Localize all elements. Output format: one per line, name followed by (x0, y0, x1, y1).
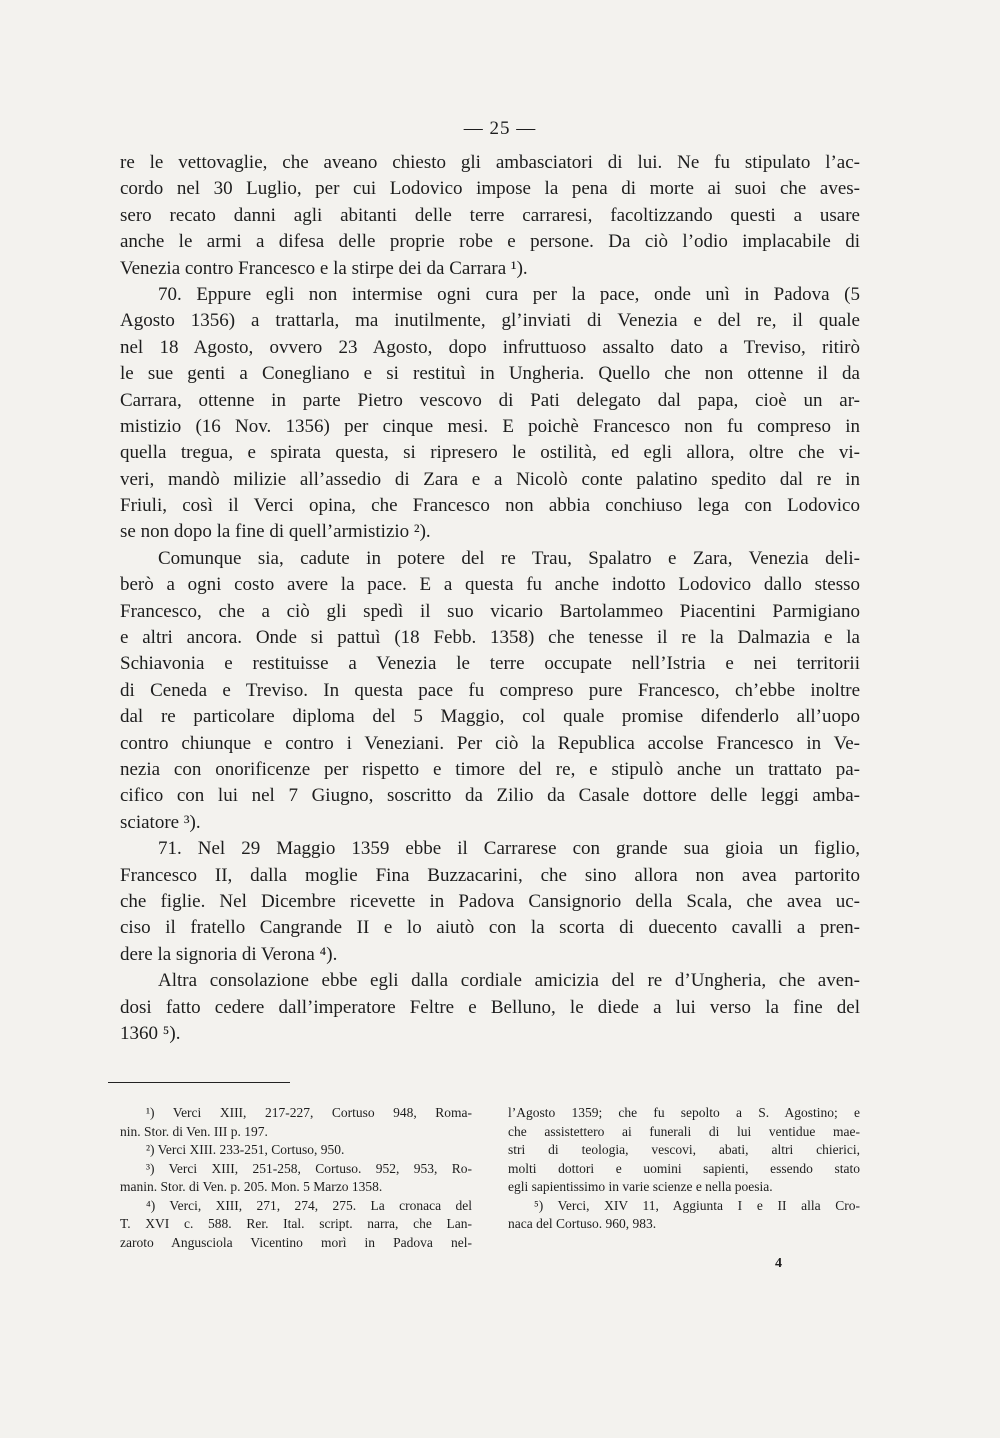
text-line: veri, mandò milizie all’assedio di Zara e a Nicolò conte palatino spedito dal re in (120, 468, 860, 490)
footnote-line: che assistettero ai funerali di lui ventidue mae- (508, 1123, 860, 1139)
footnote-divider (108, 1082, 290, 1083)
text-line: quella tregua, e spirata questa, si ripresero le ostilità, ed egli allora, oltre che vi- (120, 442, 860, 464)
footnote-line: nin. Stor. di Ven. III p. 197. (120, 1123, 268, 1139)
text-line: Venezia contro Francesco e la stirpe dei da Carrara ¹). (120, 257, 528, 279)
footnote-line: ⁵) Verci, XIV 11, Aggiunta I e II alla Cro- (534, 1197, 860, 1213)
signature-mark: 4 (775, 1256, 782, 1271)
text-line: anche le armi a difesa delle proprie robe e persone. Da ciò l’odio implacabile di (120, 231, 860, 253)
footnote-line: manin. Stor. di Ven. p. 205. Mon. 5 Marzo 1358. (120, 1179, 383, 1194)
text-line: ciso il fratello Cangrande II e lo aiutò con la scorta di duecento cavalli a pren- (120, 917, 860, 939)
main-text (120, 150, 860, 1047)
text-line: 1360 ⁵). (120, 1022, 181, 1044)
text-line: Francesco, che a ciò gli spedì il suo vicario Bartolammeo Piacentini Parmigiano (120, 600, 860, 622)
text-line: che figlie. Nel Dicembre ricevette in Padova Cansignorio della Scala, che avea uc- (120, 890, 860, 912)
text-line: e altri ancora. Onde si pattuì (18 Febb. 1358) che tenesse il re la Dalmazia e la (120, 627, 860, 649)
footnote-line: zaroto Angusciola Vicentino morì in Padova nel- (120, 1234, 472, 1250)
footnote-line: molti dottori e uomini sapienti, essendo stato (508, 1160, 860, 1176)
text-line: Carrara, ottenne in parte Pietro vescovo di Pati delegato dal papa, cioè un ar- (120, 389, 860, 411)
text-line: nel 18 Agosto, ovvero 23 Agosto, dopo infruttuoso assalto dato a Treviso, ritirò (120, 336, 860, 358)
text-line: Friuli, così il Verci opina, che Francesco non abbia conchiuso lega con Lodovico (120, 495, 860, 517)
text-line: sero recato danni agli abitanti delle terre carraresi, facoltizzando questi a usare (120, 204, 860, 226)
text-line: cifico con lui nel 7 Giugno, soscritto da Zilio da Casale dottore delle leggi amba- (120, 785, 860, 807)
page-number: — 25 — (463, 118, 537, 139)
text-line: nezia con onorificenze per rispetto e timore del re, e stipulò anche un trattato pa- (120, 758, 860, 780)
footnote-line: ³) Verci XIII, 251-258, Cortuso. 952, 953, Ro- (146, 1160, 472, 1176)
text-line: mistizio (16 Nov. 1356) per cinque mesi. E poichè Francesco non fu compreso in (120, 415, 860, 437)
footnote-line: ⁴) Verci, XIII, 271, 274, 275. La cronaca del (146, 1197, 472, 1213)
footnote-line: stri di teologia, vescovi, abati, altri chierici, (508, 1142, 860, 1157)
text-line: berò a ogni costo avere la pace. E a questa fu anche indotto Lodovico dallo stesso (120, 574, 860, 596)
text-line: contro chiunque e contro i Veneziani. Per ciò la Republica accolse Francesco in Ve- (120, 732, 860, 754)
footnote-line: naca del Cortuso. 960, 983. (508, 1216, 657, 1231)
text-line: di Ceneda e Treviso. In questa pace fu compreso pure Francesco, ch’ebbe inoltre (120, 679, 860, 701)
text-line: dal re particolare diploma del 5 Maggio, col quale promise difenderlo all’uopo (120, 706, 860, 728)
footnote-line: T. XVI c. 588. Rer. Ital. script. narra, che Lan- (120, 1216, 472, 1231)
text-line: se non dopo la fine di quell’armistizio ²). (120, 521, 431, 543)
text-line: Comunque sia, cadute in potere del re Trau, Spalatro e Zara, Venezia deli- (158, 547, 860, 569)
footnotes-left-column (120, 1104, 472, 1252)
text-line: Altra consolazione ebbe egli dalla cordiale amicizia del re d’Ungheria, che aven- (158, 970, 860, 992)
text-line: 71. Nel 29 Maggio 1359 ebbe il Carrarese con grande sua gioia un figlio, (158, 838, 860, 860)
text-line: le sue genti a Conegliano e si restituì in Ungheria. Quello che non ottenne il da (120, 363, 860, 385)
text-line: 70. Eppure egli non intermise ogni cura per la pace, onde unì in Padova (5 (158, 283, 860, 305)
footnote-line: ¹) Verci XIII, 217-227, Cortuso 948, Roma- (146, 1105, 472, 1120)
text-line: Francesco II, dalla moglie Fina Buzzacarini, che sino allora non avea partorito (120, 864, 860, 886)
text-line: cordo nel 30 Luglio, per cui Lodovico impose la pena di morte ai suoi che aves- (120, 178, 860, 200)
text-line: sciatore ³). (120, 811, 201, 833)
footnote-line: ²) Verci XIII. 233-251, Cortuso, 950. (146, 1142, 345, 1157)
text-line: dere la signoria di Verona ⁴). (120, 943, 338, 965)
text-line: re le vettovaglie, che aveano chiesto gli ambasciatori di lui. Ne fu stipulato l’ac- (120, 152, 860, 173)
footnotes-right-column (508, 1104, 860, 1252)
text-line: Agosto 1356) a trattarla, ma inutilmente, gl’inviati di Venezia e del re, il quale (120, 310, 860, 332)
text-line: Schiavonia e restituisse a Venezia le terre occupate nell’Istria e nei territorii (120, 653, 860, 675)
footnote-line: l’Agosto 1359; che fu sepolto a S. Agostino; e (508, 1105, 860, 1120)
footnotes (120, 1104, 860, 1252)
text-line: dosi fatto cedere dall’imperatore Feltre e Belluno, le diede a lui verso la fine del (120, 996, 860, 1018)
footnote-line: egli sapientissimo in varie scienze e nella poesia. (508, 1179, 773, 1194)
